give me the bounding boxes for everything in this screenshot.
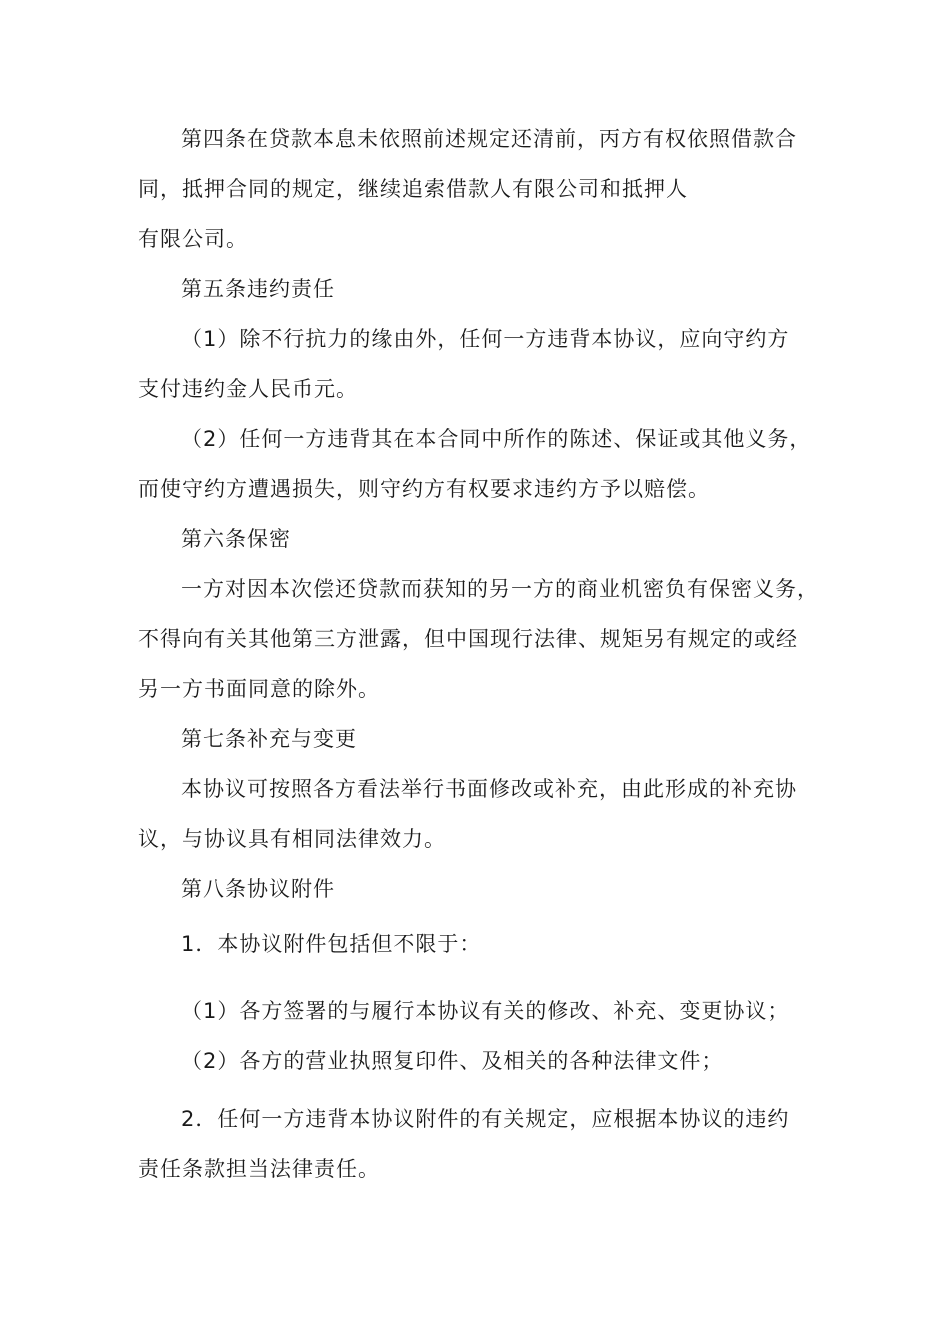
article-4-line-3: 有限公司。 bbox=[138, 227, 248, 251]
article-5-item-2-line-1: （2）任何一方违背其在本合同中所作的陈述、保证或其他义务， bbox=[181, 427, 812, 451]
article-5-heading: 第五条违约责任 bbox=[181, 277, 335, 301]
article-7-heading: 第七条补充与变更 bbox=[181, 727, 357, 751]
article-6-line-2: 不得向有关其他第三方泄露，但中国现行法律、规矩另有规定的或经 bbox=[138, 627, 798, 651]
article-6-line-1: 一方对因本次偿还贷款而获知的另一方的商业机密负有保密义务， bbox=[181, 577, 819, 601]
article-8-item-1: 1．本协议附件包括但不限于： bbox=[181, 932, 482, 956]
article-8-item-2-line-2: 责任条款担当法律责任。 bbox=[138, 1157, 380, 1181]
article-5-item-2-line-2: 而使守约方遭遇损失，则守约方有权要求违约方予以赔偿。 bbox=[138, 477, 710, 501]
article-6-heading: 第六条保密 bbox=[181, 527, 291, 551]
article-5-item-1-line-2: 支付违约金人民币元。 bbox=[138, 377, 358, 401]
article-7-line-2: 议，与协议具有相同法律效力。 bbox=[138, 827, 446, 851]
article-4-line-1: 第四条在贷款本息未依照前述规定还清前，丙方有权依照借款合 bbox=[181, 127, 797, 151]
article-6-line-3: 另一方书面同意的除外。 bbox=[138, 677, 380, 701]
article-7-line-1: 本协议可按照各方看法举行书面修改或补充，由此形成的补充协 bbox=[181, 777, 797, 801]
article-8-subitem-1: （1）各方签署的与履行本协议有关的修改、补充、变更协议； bbox=[181, 999, 790, 1023]
article-5-item-1-line-1: （1）除不行抗力的缘由外，任何一方违背本协议，应向守约方 bbox=[181, 327, 790, 351]
article-8-heading: 第八条协议附件 bbox=[181, 877, 335, 901]
article-8-subitem-2: （2）各方的营业执照复印件、及相关的各种法律文件； bbox=[181, 1049, 724, 1073]
article-4-line-2: 同，抵押合同的规定，继续追索借款人有限公司和抵押人 bbox=[138, 177, 688, 201]
article-8-item-2-line-1: 2．任何一方违背本协议附件的有关规定，应根据本协议的违约 bbox=[181, 1107, 790, 1131]
